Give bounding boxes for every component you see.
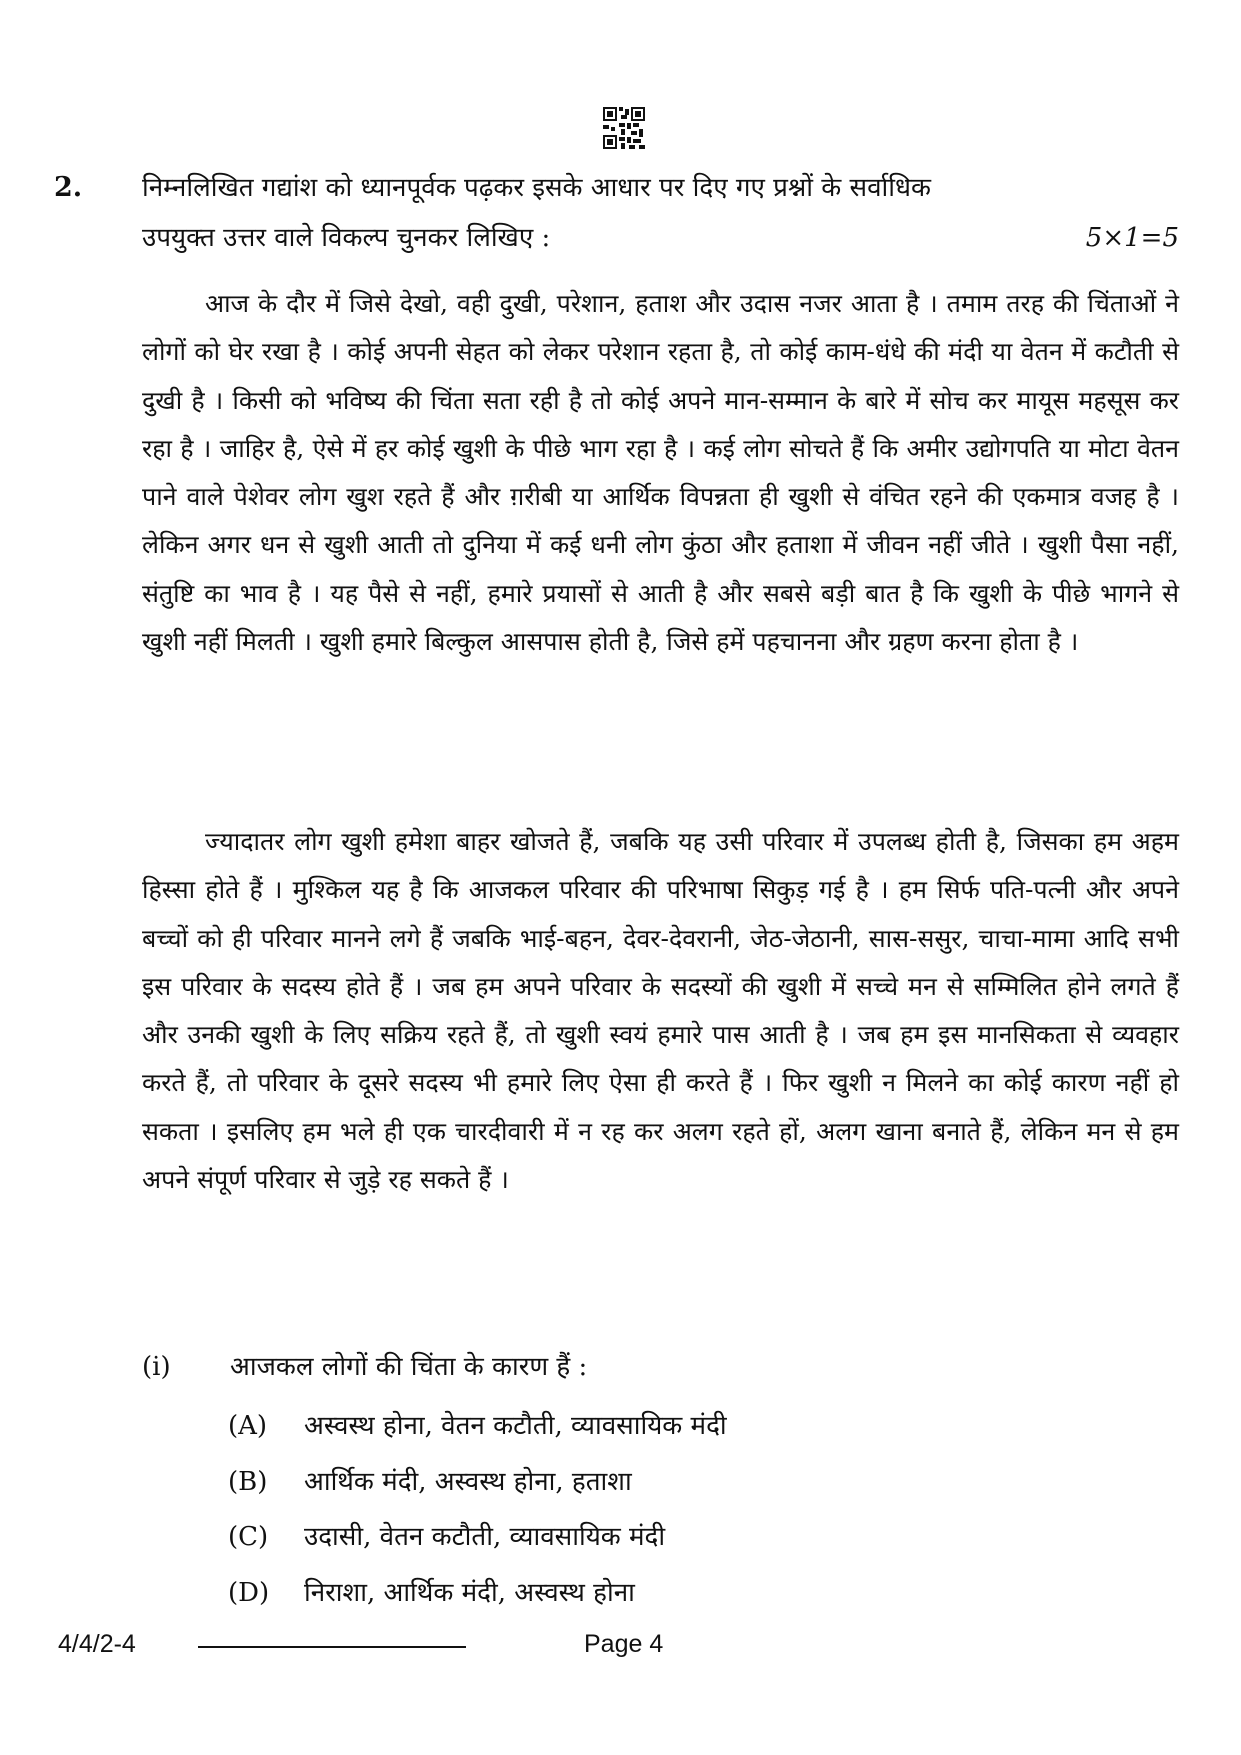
question-instruction-line2 [142, 218, 1179, 258]
option-text: उदासी, वेतन कटौती, व्यावसायिक मंदी [304, 1522, 666, 1553]
subquestion-text: आजकल लोगों की चिंता के कारण हैं : [230, 1352, 588, 1382]
marks-label: 5×1=5 [1085, 223, 1179, 253]
option-text: आर्थिक मंदी, अस्वस्थ होना, हताशा [304, 1466, 632, 1497]
subquestion [142, 1347, 587, 1387]
option-letter: (D) [228, 1577, 270, 1608]
option-a [228, 1406, 727, 1462]
footer-rule [198, 1646, 466, 1648]
instruction-text-2: उपयुक्त उत्तर वाले विकल्प चुनकर लिखिए : [142, 223, 551, 253]
page-number: Page 4 [584, 1630, 664, 1658]
option-letter: (C) [228, 1522, 269, 1553]
option-text: निराशा, आर्थिक मंदी, अस्वस्थ होना [304, 1577, 635, 1608]
passage-paragraph-2: ज्यादातर लोग खुशी हमेशा बाहर खोजते हैं, जबकि यह उसी परिवार में उपलब्ध होती है, जिसका हम अहम हिस्सा होते हैं । मुश्किल यह है कि आजकल परिवार की परिभाषा सिकुड़ गई है । हम सिर्फ पति-पत्नी और अपने बच्चों को ही परिवार मानने लगे हैं जबकि भाई-बहन, देवर-देवरानी, जेठ-जेठानी, सास-ससुर, चाचा-मामा आदि सभी इस परिवार के सदस्य होते हैं । जब हम अपने परिवार के सदस्यों की खुशी में सच्चे मन से सम्मिलित होने लगते हैं और उनकी खुशी के लिए सक्रिय रहते हैं, तो खुशी स्वयं हमारे पास आती है । जब हम इस मानसिकता से व्यवहार करते हैं, तो परिवार के दूसरे सदस्य भी हमारे लिए ऐसा ही करते हैं । फिर खुशी न मिलने का कोई कारण नहीं हो सकता । इसलिए हम भले ही एक चारदीवारी में न रह कर अलग रहते हों, अलग खाना बनाते हैं, लेकिन मन से हम अपने संपूर्ण परिवार से जुड़े रह सकते हैं । [142, 827, 1179, 1195]
option-c [228, 1517, 727, 1573]
qr-code [603, 107, 645, 149]
option-letter: (B) [228, 1466, 268, 1497]
option-b [228, 1462, 727, 1518]
option-text: अस्वस्थ होना, वेतन कटौती, व्यावसायिक मंदी [304, 1411, 727, 1441]
subquestion-number: (i) [142, 1352, 171, 1382]
question-number: 2. [54, 172, 83, 203]
options-list [228, 1406, 727, 1628]
paper-code: 4/4/2-4 [58, 1630, 136, 1658]
instruction-text-1: निम्नलिखित गद्यांश को ध्यानपूर्वक पढ़कर इसके आधार पर दिए गए प्रश्नों के सर्वाधिक [142, 173, 931, 203]
option-d [228, 1573, 727, 1629]
question-instruction-line1 [142, 168, 1179, 208]
passage-paragraph-1: आज के दौर में जिसे देखो, वही दुखी, परेशान, हताश और उदास नजर आता है । तमाम तरह की चिंताओं ने लोगों को घेर रखा है । कोई अपनी सेहत को लेकर परेशान रहता है, तो कोई काम-धंधे की मंदी या वेतन में कटौती से दुखी है । किसी को भविष्य की चिंता सता रही है तो कोई अपने मान-सम्मान के बारे में सोच कर मायूस महसूस कर रहा है । जाहिर है, ऐसे में हर कोई खुशी के पीछे भाग रहा है । कई लोग सोचते हैं कि अमीर उद्योगपति या मोटा वेतन पाने वाले पेशेवर लोग खुश रहते हैं और ग़रीबी या आर्थिक विपन्नता ही खुशी से वंचित रहने की एकमात्र वजह है । लेकिन अगर धन से खुशी आती तो दुनिया में कई धनी लोग कुंठा और हताशा में जीवन नहीं जीते । खुशी पैसा नहीं, संतुष्टि का भाव है । यह पैसे से नहीं, हमारे प्रयासों से आती है और सबसे बड़ी बात है कि खुशी के पीछे भागने से खुशी नहीं मिलती । खुशी हमारे बिल्कुल आसपास होती है, जिसे हमें पहचानना और ग्रहण करना होता है । [142, 289, 1179, 657]
option-letter: (A) [228, 1411, 268, 1441]
